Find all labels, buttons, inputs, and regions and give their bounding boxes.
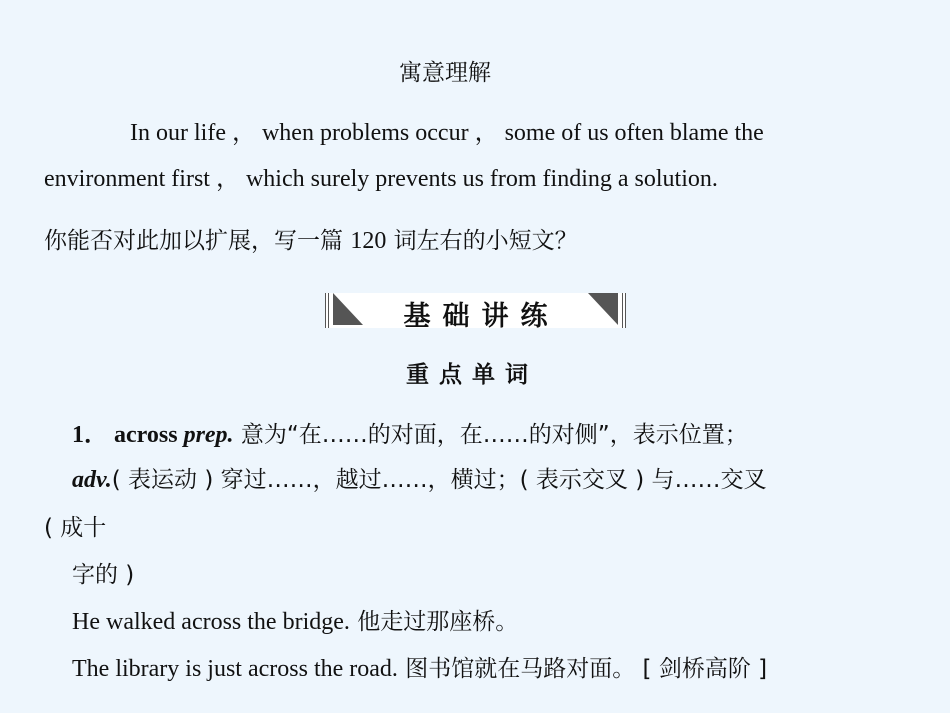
entry-definition-line-4: 字的 )	[72, 562, 135, 588]
section-subtitle: 重点单词	[406, 362, 538, 388]
entry-definition-line-1	[72, 414, 748, 449]
writing-question	[44, 222, 578, 255]
question-text-end: 词左右的小短文？	[386, 228, 578, 254]
example-2-english: The library is just across the road.	[72, 656, 398, 682]
example-1-english: He walked across the bridge.	[72, 609, 350, 635]
example-sentence-2	[72, 650, 767, 683]
example-source: [ 剑桥高阶 ]	[635, 656, 768, 682]
passage-line-1: In our life ， when problems occur ， some of us often blame the	[130, 120, 764, 146]
entry-pos-adv: adv.	[72, 467, 112, 493]
example-sentence-1	[72, 603, 518, 636]
example-1-chinese: 他走过那座桥。	[349, 609, 519, 635]
entry-meaning-2: ( 表运动 ) 穿过……，越过……，横过；( 表示交叉 ) 与……交叉	[111, 467, 767, 493]
entry-definition-line-2	[72, 461, 767, 494]
banner-label: 基础讲练	[403, 301, 560, 332]
entry-word: across	[114, 422, 178, 448]
entry-number: 1．	[72, 422, 108, 448]
example-2-chinese: 图书馆就在马路对面。	[397, 656, 636, 682]
question-text-start: 你能否对此加以扩展，写一篇	[44, 228, 351, 254]
entry-pos-prep: prep.	[183, 422, 234, 448]
passage-line-2: environment first ， which surely prevents us from finding a solution.	[44, 166, 718, 192]
passage-title: 寓意理解	[399, 60, 491, 86]
entry-meaning-1: 意为“在……的对面，在……的对侧”，表示位置；	[233, 422, 748, 448]
word-count: 120	[350, 228, 387, 254]
section-banner	[325, 293, 626, 332]
entry-definition-line-3: ( 成十	[44, 515, 107, 541]
